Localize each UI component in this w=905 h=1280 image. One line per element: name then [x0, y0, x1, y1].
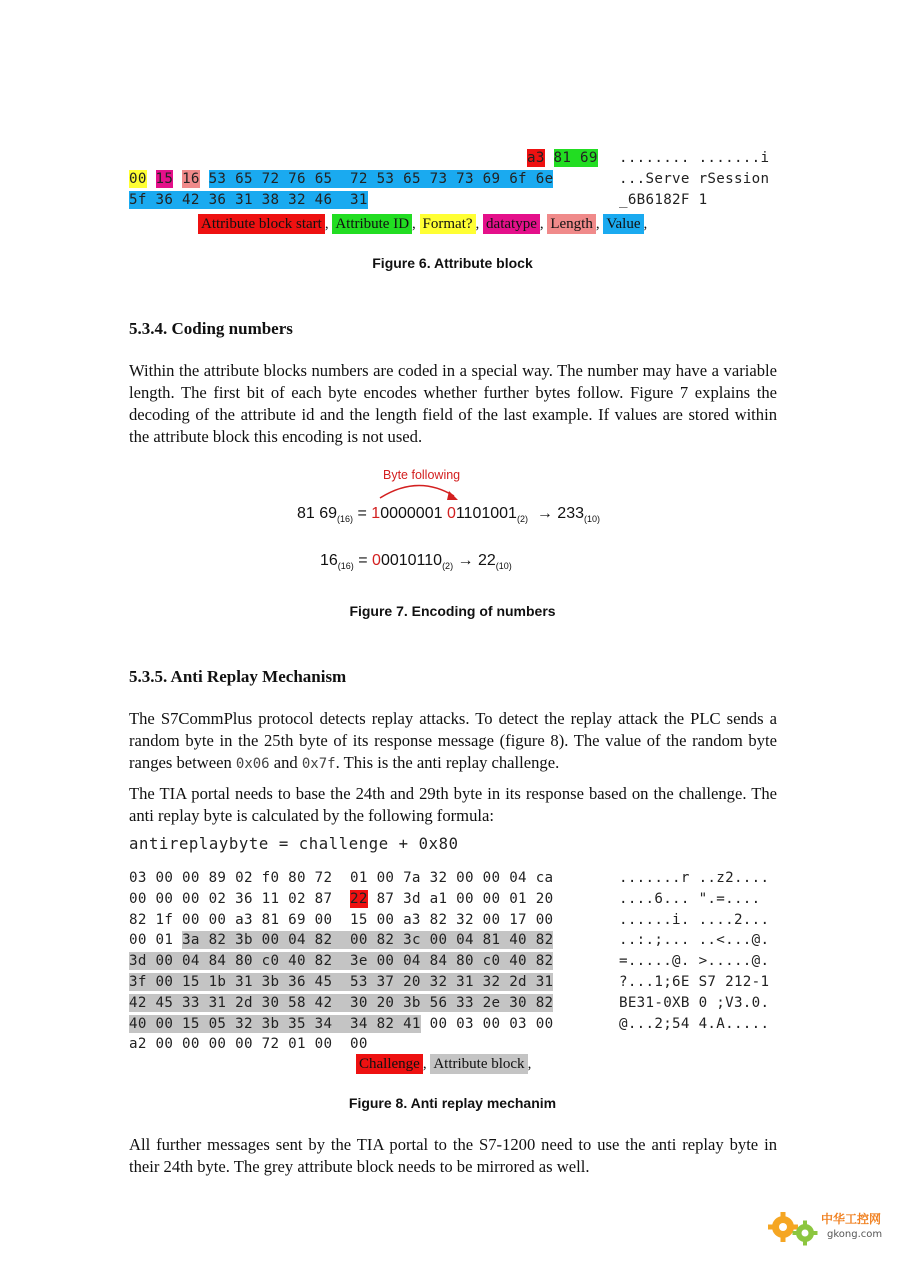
- eq1-bit1: 1: [371, 505, 381, 522]
- eq1-rest2: 1101001: [455, 505, 517, 522]
- figure-7-caption: Figure 7. Encoding of numbers: [349, 603, 556, 619]
- legend-datatype: datatype: [483, 214, 540, 234]
- para1-part-a: The S7CommPlus protocol detects replay attacks. To detect the replay attack the PLC sends a random byte in the 25th byte of its response message (figure 8). The value of the random byte ranges between: [129, 709, 777, 772]
- para1-part-c: . This is the anti replay challenge.: [335, 753, 560, 772]
- eq1-result-base: (10): [584, 514, 601, 525]
- highlight-grey-bytes: 3f 00 15 1b 31 3b 36 45 53 37 20 32 31 32 2d 31: [129, 974, 554, 990]
- code-0x06: 0x06: [235, 756, 270, 772]
- fig8-hex-line: [129, 1016, 553, 1032]
- legend-format: Format?: [420, 214, 476, 234]
- figure-8-caption: Figure 8. Anti replay mechanim: [348, 1095, 557, 1111]
- fig6-ascii-line-1: ........ .......i: [619, 150, 770, 166]
- eq2-rest1: 0010110: [380, 552, 443, 569]
- highlight-yellow-bytes: 00: [129, 171, 147, 187]
- highlight-pink-bytes: 16: [182, 171, 200, 187]
- byte-following-annotation: Byte following: [383, 468, 461, 482]
- fig8-ascii-line: ..:.;... ..<...@.: [619, 932, 770, 949]
- section-534-paragraph: Within the attribute blocks numbers are coded in a special way. The number may have a variable length. The first bit of each byte encodes whether further bytes follow. Figure 7 explains the decoding of the attribute id and the length field of the last example. If values are stored within the attribute block this encoding is not used.: [129, 361, 777, 446]
- fig8-ascii-line: BE31-0XB 0 ;V3.0.: [619, 994, 770, 1011]
- eq2-bin-base: (2): [442, 561, 454, 572]
- hex-bytes: [545, 149, 554, 167]
- fig8-hex-line: [129, 891, 553, 907]
- hex-bytes: 00 01: [129, 932, 183, 949]
- section-535-heading: 5.3.5. Anti Replay Mechanism: [129, 667, 347, 686]
- highlight-grey-bytes: 42 45 33 31 2d 30 58 42 30 20 3b 56 33 2e 30 82: [129, 994, 554, 1011]
- section-535-paragraph-1: [129, 708, 777, 775]
- gear-logo-icon: [765, 1195, 895, 1247]
- highlight-blue-bytes: 53 65 72 76 65 72 53 65 73 73 69 6f 6e: [208, 171, 554, 187]
- eq2-result: 22: [477, 552, 496, 569]
- section-534-heading: 5.3.4. Coding numbers: [129, 319, 293, 338]
- fig8-ascii-line: ....6... ".=....: [619, 890, 761, 907]
- hex-bytes: 03 00 00 89 02 f0 80 72 01 00 7a 32 00 00 04 ca: [129, 870, 554, 886]
- fig8-ascii-line: @...2;54 4.A.....: [619, 1015, 770, 1032]
- highlight-grey-bytes: 40 00 15 05 32 3b 35 34 34 82 41: [129, 1015, 421, 1032]
- eq2-result-base: (10): [495, 561, 512, 572]
- highlight-red-bytes: 22: [350, 890, 368, 907]
- eq1-lhs-base: (16): [337, 514, 354, 525]
- fig8-hex-line: [129, 912, 553, 928]
- legend-separator: ,: [475, 216, 484, 232]
- eq1-bit2: 0: [446, 505, 456, 522]
- legend-separator: ,: [422, 1056, 431, 1072]
- watermark-site-cn: 中华工控网: [821, 1212, 882, 1226]
- hex-bytes: 82 1f 00 00 a3 81 69 00 15 00 a3 82 32 00 17 00: [129, 911, 554, 928]
- legend-separator: ,: [527, 1056, 536, 1072]
- hex-bytes: a2 00 00 00 00 72 01 00 00: [129, 1036, 368, 1053]
- highlight-grey-bytes: 3d 00 04 84 80 c0 40 82 3e 00 04 84 80 c0 40 82: [129, 953, 554, 970]
- para1-part-b: and: [269, 753, 302, 772]
- code-0x7f: 0x7f: [301, 756, 336, 772]
- fig8-hex-line: [129, 995, 553, 1011]
- fig6-ascii-line-2: ...Serve rSession: [619, 171, 770, 187]
- legend-attribute-block: Attribute block: [430, 1054, 527, 1074]
- watermark-site-url: gkong.com: [827, 1229, 883, 1240]
- legend-separator: ,: [643, 216, 652, 232]
- fig6-ascii-line-3: _6B6182F 1: [619, 192, 708, 208]
- eq1-rest1: 0000001: [380, 505, 447, 522]
- fig8-hex-line: [129, 1036, 368, 1052]
- highlight-grey-bytes: 3a 82 3b 00 04 82 00 82 3c 00 04 81 40 82: [182, 932, 554, 949]
- fig8-hex-line: [129, 870, 553, 886]
- fig6-hex-line-2: [129, 171, 553, 187]
- eq2-bit1: 0: [372, 552, 381, 569]
- legend-separator: ,: [412, 216, 420, 232]
- fig8-ascii-line: ?...1;6E S7 212-1: [619, 974, 770, 990]
- antireplay-formula: antireplaybyte = challenge + 0x80: [129, 835, 459, 853]
- fig6-legend: [198, 216, 651, 233]
- legend-attribute-block-start: Attribute block start: [198, 214, 325, 234]
- legend-separator: ,: [324, 216, 333, 232]
- fig8-ascii-line: .......r ..z2....: [619, 870, 770, 886]
- highlight-magenta-bytes: 15: [155, 171, 174, 187]
- legend-length: Length: [547, 214, 596, 234]
- section-535-paragraph-2: The TIA portal needs to base the 24th and 29th byte in its response based on the challenge. The anti replay byte is calculated by the following formula:: [129, 784, 777, 825]
- eq2-lhs-base: (16): [337, 561, 354, 572]
- fig8-hex-line: [129, 974, 553, 990]
- eq1-bin-base: (2): [516, 514, 528, 525]
- gkong-watermark-logo: [765, 1195, 895, 1252]
- figure-6-caption: Figure 6. Attribute block: [372, 255, 533, 271]
- closing-paragraph: All further messages sent by the TIA portal to the S7-1200 need to use the anti replay byte in their 24th byte. The grey attribute block needs to be mirrored as well.: [129, 1135, 777, 1176]
- hex-bytes: 87 3d a1 00 00 01 20: [367, 890, 554, 907]
- legend-separator: ,: [595, 216, 604, 232]
- hex-bytes: 00 00 00 02 36 11 02 87: [129, 890, 351, 907]
- fig8-ascii-line: =.....@. >.....@.: [619, 953, 770, 970]
- fig8-hex-line: [129, 932, 553, 948]
- eq2-lhs: 16: [320, 552, 338, 569]
- fig6-hex-line-1: [527, 150, 598, 166]
- fig7-equation-2: $16_{(16)} = 00010110_{(2)} \to 22_{(10)}$: [320, 552, 512, 572]
- hex-bytes: [200, 170, 209, 188]
- legend-separator: ,: [539, 216, 548, 232]
- fig8-legend: [356, 1056, 535, 1073]
- eq1-lhs: 81 69: [297, 505, 338, 522]
- legend-attribute-id: Attribute ID: [332, 214, 412, 234]
- highlight-red-bytes: a3: [527, 150, 545, 166]
- fig8-ascii-line: ......i. ....2...: [619, 911, 770, 928]
- hex-bytes: 00 03 00 03 00: [420, 1015, 554, 1032]
- fig6-hex-line-3: [129, 192, 368, 208]
- fig7-equation-1: 81 $69_{(16)} = 10000001$ $01101001_{(2)} \to 233_{(10)}$: [297, 505, 601, 525]
- fig8-hex-line: [129, 953, 553, 969]
- legend-value: Value: [603, 214, 643, 234]
- legend-challenge: Challenge: [356, 1054, 423, 1074]
- highlight-blue-bytes: 5f 36 42 36 31 38 32 46 31: [129, 192, 368, 208]
- eq2-arrow: →: [457, 552, 474, 569]
- hex-bytes: [173, 170, 182, 188]
- eq1-result: 233: [557, 505, 584, 522]
- hex-bytes: [147, 170, 156, 188]
- eq1-arrow: →: [536, 505, 553, 522]
- highlight-green-bytes: 81 69: [553, 150, 598, 166]
